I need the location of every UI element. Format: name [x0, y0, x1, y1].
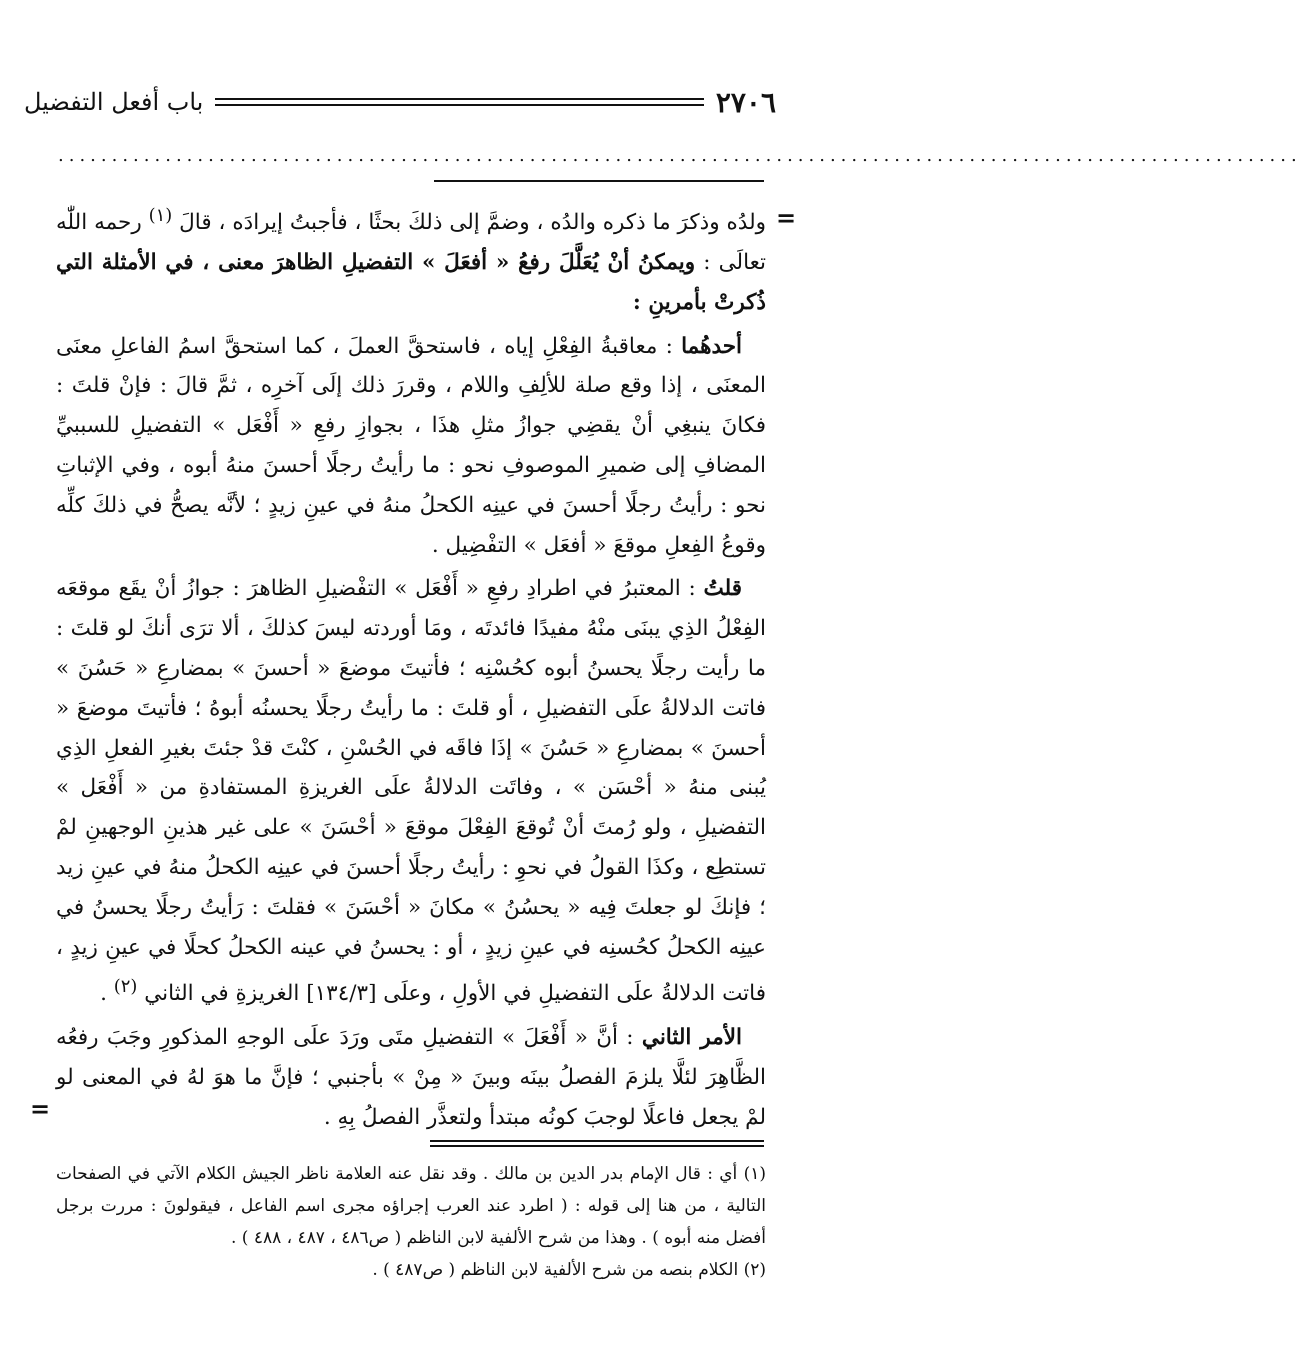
paragraph-3	[56, 569, 766, 1014]
separator-rule	[434, 180, 764, 182]
p3-lead: قلتُ	[703, 576, 742, 602]
footnote-1: (١) أي : قال الإمام بدر الدين بن مالك . وقد نقل عنه العلامة ناظر الجيش الكلام الآتي في الصفحات التالية ، من هنا إلى قوله : ( اطرد عند العرب إجراؤه مجرى اسم الفاعل ، فيقولونَ : مررت برجل أفضل منه أبوه ) . وهذا من شرح الألفية لابن الناظم ( ص٤٨٦ ، ٤٨٧ ، ٤٨٨ ) .	[56, 1164, 766, 1248]
footnote-2: (٢) الكلام بنصه من شرح الألفية لابن الناظم ( ص٤٨٧ ) .	[372, 1260, 766, 1280]
main-text	[56, 196, 766, 1138]
p2-text: : معاقبةُ الفِعْلِ إياه ، فاستحقَّ العملَ ، كما استحقَّ اسمُ الفاعلِ معنَى المعنَى ، إذا وقع صلة للألِفِ واللام ، وقررَ ذلك إلَى آخرِه ، ثمَّ قالَ : فإنْ قلتَ : فكانَ ينبغِي أنْ يقضِي جوازُ مثلِ هذَا ، بجوازِ رفعِ « أَفْعَل » التفضيلِ للسببيِّ المضافِ إلى ضميرِ الموصوفِ نحو : ما رأيتُ رجلًا أحسنَ منهُ أبوه ، وفي الإثباتِ نحو : رأيتُ رجلًا أحسنَ في عينِه الكحلُ منهُ في عينِ زيدٍ ؛ لأنَّه يصحُّ في ذلكَ كلِّه وقوعُ الفِعلِ موقعَ « أفعَل » التفْضِيل .	[56, 333, 766, 558]
p1-text-a: ولدُه وذكرَ ما ذكره والدُه ، وضمَّ إلى ذلكَ بحثًا ، فأجبتُ إيرادَه ، قالَ	[172, 210, 767, 236]
footnote-ref-2: (٢)	[113, 976, 138, 998]
chapter-title: باب أفعل التفضيل	[24, 88, 204, 116]
dotted-separator: ....................................................................................................................	[58, 145, 1302, 166]
paragraph-4	[56, 1018, 766, 1137]
running-header	[24, 82, 776, 122]
page-number: ٢٧٠٦	[715, 85, 776, 119]
continuation-mark-bottom: =	[30, 1094, 51, 1123]
footnote-rule	[430, 1140, 764, 1150]
p2-lead: أحدهُما	[681, 333, 742, 359]
p1-bold-quote: ويمكنُ أنْ يُعَلَّلَ رفعُ « أفعَلَ » التفضيلِ الظاهرَ معنى ، في الأمثلة التي ذُكرتْ بأمرينِ :	[56, 249, 766, 315]
paragraph-1	[56, 196, 766, 323]
footnotes	[56, 1158, 766, 1286]
p4-text: : أنَّ « أَفْعَلَ » التفضيلِ متَى ورَدَ علَى الوجهِ المذكورِ وجَبَ رفعُه الظَّاهِرَ لئلَّا يلزمَ الفصلُ بينَه وبينَ « مِنْ » بأجنبي ؛ فإنَّ ما هوَ لهُ في المعنى لو لمْ يجعل فاعلًا لوجبَ كونُه مبتدأ ولتعذَّر الفصلُ بِهِ .	[56, 1025, 766, 1130]
header-rule	[215, 96, 704, 108]
p1-text-b: رحمه اللّٰه تعالَى :	[56, 210, 766, 275]
paragraph-2	[56, 327, 766, 566]
continuation-mark-top: =	[776, 203, 797, 232]
footnote-ref-1: (١)	[148, 205, 173, 226]
p4-lead: الأمر الثاني	[641, 1025, 742, 1051]
p3-text: : المعتبرُ في اطرادِ رفعِ « أَفْعَل » التفْضيلِ الظاهرَ : جوازُ أنْ يقَع موقعَه الفِعْلُ الذِي يبنَى منْهُ مفيدًا فائدتَه ، ومَا أوردته ليسَ كذلكَ ، ألا ترَى أنكَ لو قلتَ : ما رأيت رجلًا يحسنُ أبوه كحُسْنِه ؛ فأتيتَ موضعَ « أحسنَ » بمضارعِ « حَسُنَ » فاتت الدلالةُ علَى التفضيلِ ، أو قلتَ : ما رأيتُ رجلًا يحسنُه أبوهُ ؛ فأتيتَ موضعَ « أحسنَ » بمضارعِ « حَسُنَ » إذَا فاقَه في الحُسْنِ ، كنْتَ قدْ جئتَ بغيرِ الفعلِ الذِي يُبنى منهُ « أحْسَن » ، وفاتَت الدلالةُ علَى الغريزةِ المستفادةِ من « أَفْعَل » التفضيلِ ، ولو رُمتَ أنْ تُوقعَ الفِعْلَ موقعَ « أحْسَنَ » على غير هذينِ الوجهينِ لمْ تستطِع ، وكذَا القولُ في نحوِ : رأيتُ رجلًا أحسنَ في عينِه الكحلُ منهُ في عينِ زيد ؛ فإنكَ لو جعلتَ فِيه « يحسُنُ » مكانَ « أحْسَنَ » فقلتَ : رَأيتُ رجلًا يحسنُ في عينِه الكحلُ كحُسنِه في عينِ زيدٍ ، أو : يحسنُ في عينه الكحلُ كحلًا في عينِ زيدٍ ، فاتت الدلالةُ علَى التفضيلِ في الأولِ ، وعلَى [١٣٤/٣] الغريزةِ في الثاني	[56, 576, 766, 1007]
p3-end: .	[100, 981, 114, 1007]
